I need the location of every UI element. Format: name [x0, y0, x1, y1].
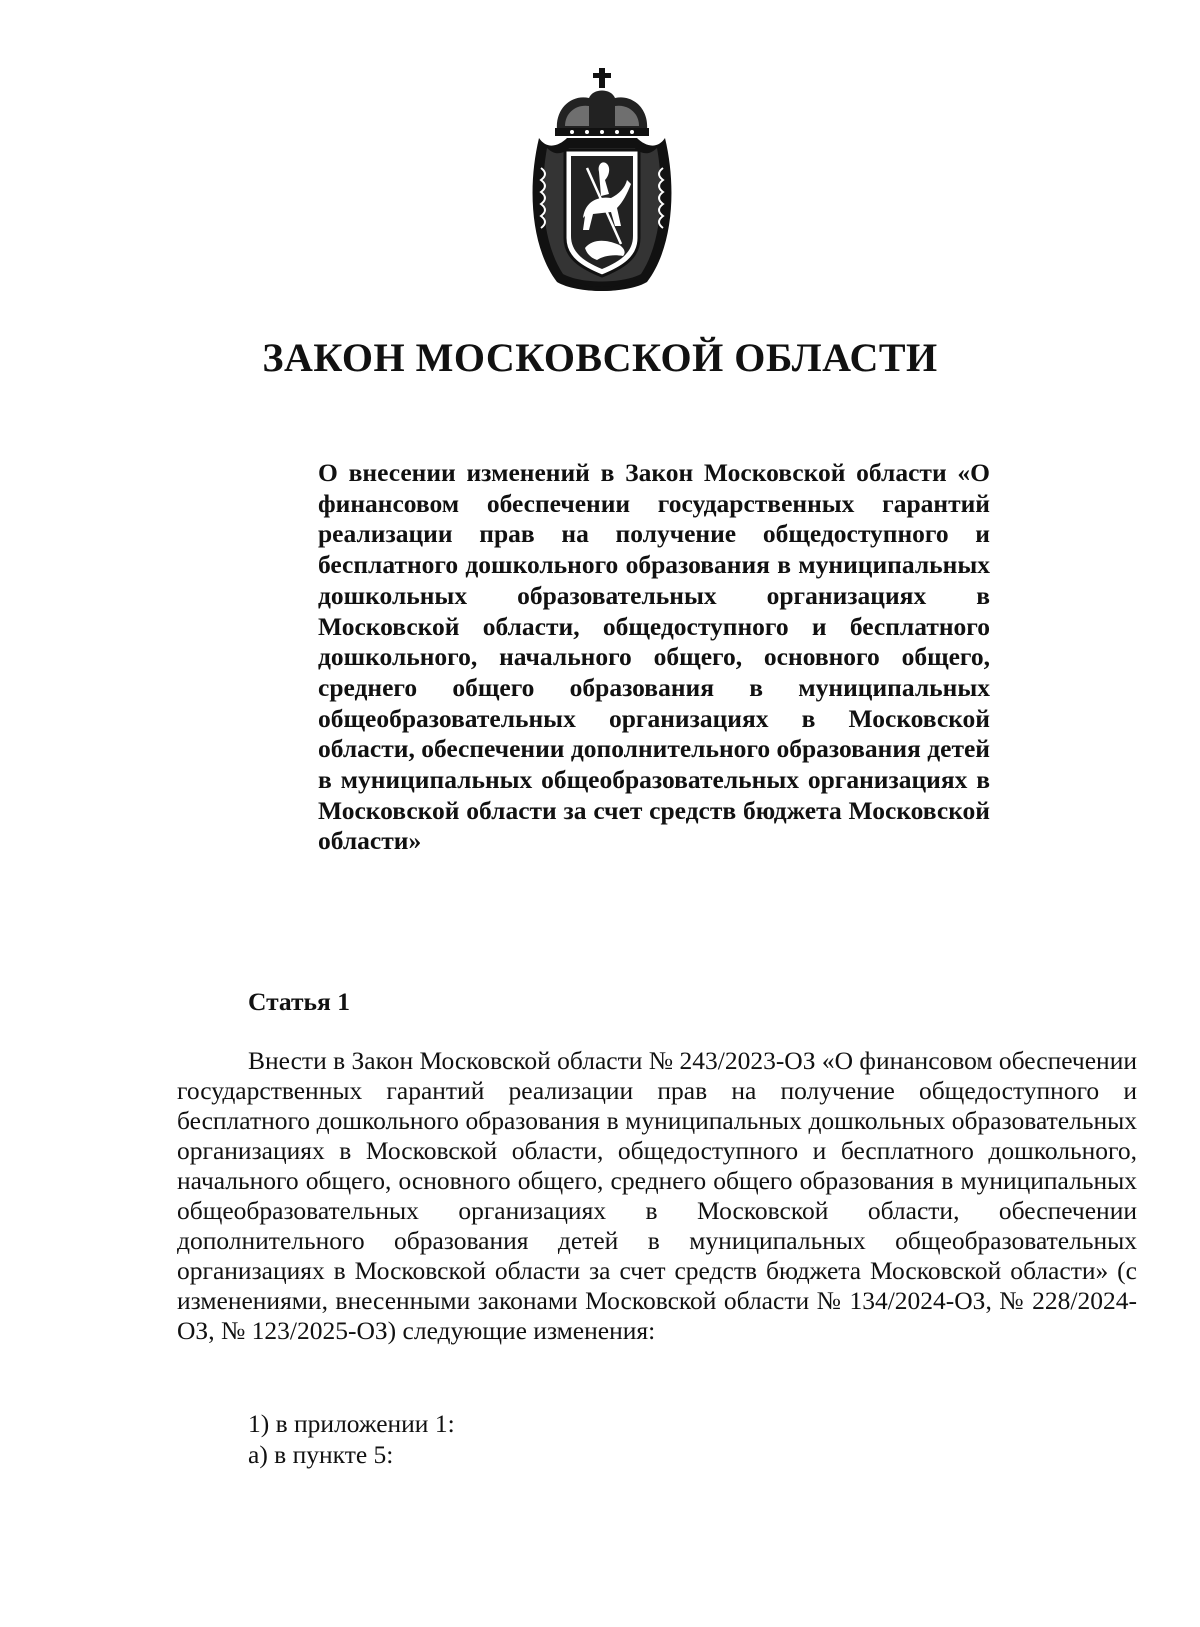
article-body-paragraph: Внести в Закон Московской области № 243/2023-ОЗ «О финансовом обеспечении государственных гарантий реализации прав на получение общедоступного и бесплатного дошкольного образования в муниципальных дошкольных образовательных организациях в Московской области, общедоступного и бесплатного дошкольного, начального общего, основного общего, среднего общего образования в муниципальных общеобразовательных организациях в Московской области, обеспечении дополнительного образования детей в муниципальных общеобразовательных организациях в Московской области за счет средств бюджета Московской области» (с изменениями, внесенными законами Московской области № 134/2024-ОЗ, № 228/2024-ОЗ, № 123/2025-ОЗ) следующие изменения:: [177, 1046, 1137, 1345]
law-title: ЗАКОН МОСКОВСКОЙ ОБЛАСТИ: [262, 335, 938, 380]
article-heading: Статья 1: [248, 987, 350, 1016]
law-subtitle: О внесении изменений в Закон Московской области «О финансовом обеспечении государственных гарантий реализации прав на получение общедоступного и бесплатного дошкольного образования в муниципальных дошкольных образовательных организациях в Московской области, общедоступного и бесплатного дошкольного, начального общего, основного общего, среднего общего образования в муниципальных общеобразовательных организациях в Московской области, обеспечении дополнительного образования детей в муниципальных общеобразовательных организациях в Московской области за счет средств бюджета Московской области»: [318, 458, 990, 856]
amendment-list: [248, 1408, 455, 1470]
list-item: 1) в приложении 1:: [248, 1409, 455, 1438]
coat-of-arms-icon: [527, 68, 677, 296]
list-item: а) в пункте 5:: [248, 1440, 394, 1469]
